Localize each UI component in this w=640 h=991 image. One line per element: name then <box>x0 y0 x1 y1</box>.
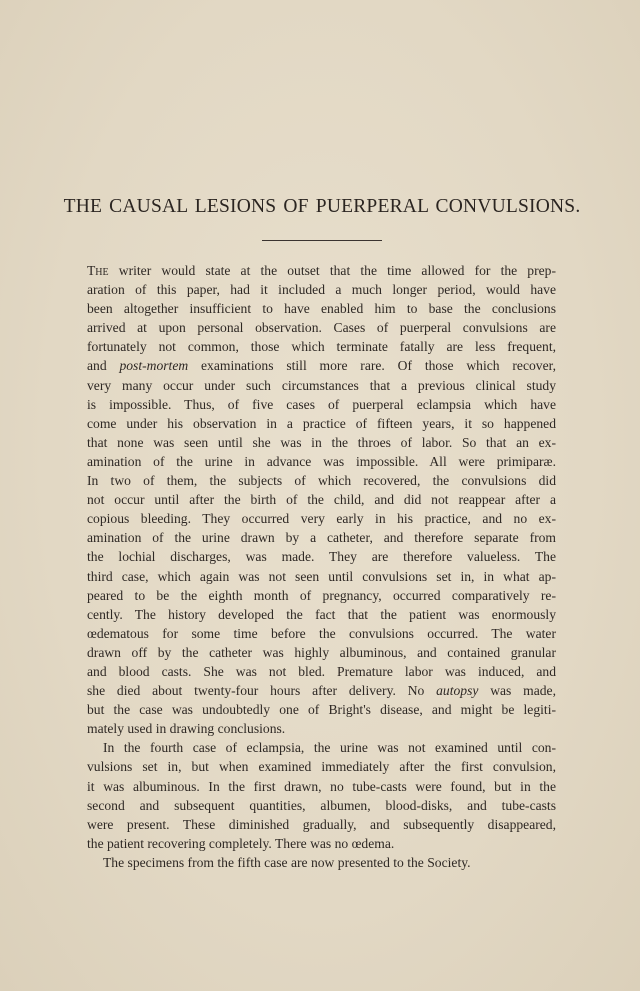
text-line <box>87 433 556 452</box>
text-segment: the patient recovering completely. There was no œdema. <box>87 835 395 851</box>
text-segment: aration of this paper, had it included a much longer period, would have <box>87 282 556 298</box>
body-text <box>87 261 556 872</box>
text-line <box>87 337 556 356</box>
text-line <box>87 719 556 738</box>
text-line <box>87 452 556 471</box>
text-line <box>87 700 556 719</box>
text-segment: fortunately not common, those which terminate fatally are less frequent, <box>87 339 556 355</box>
text-segment: very many occur under such circumstances that a previous clinical study <box>87 377 556 393</box>
text-segment: the lochial discharges, was made. They are therefore valueless. The <box>87 549 556 565</box>
text-line <box>87 796 556 815</box>
text-segment: and blood casts. She was not bled. Premature labor was induced, and <box>87 663 556 679</box>
text-line <box>87 643 556 662</box>
text-line <box>87 662 556 681</box>
text-line <box>87 834 556 853</box>
text-segment: not occur until after the birth of the child, and did not reappear after a <box>87 492 556 508</box>
page-title: THE CAUSAL LESIONS OF PUERPERAL CONVULSIONS. <box>63 196 581 217</box>
text-line <box>87 471 556 490</box>
text-line <box>87 738 556 757</box>
text-segment: In two of them, the subjects of which recovered, the convulsions did <box>87 473 556 489</box>
text-segment: peared to be the eighth month of pregnancy, occurred comparatively re- <box>87 587 556 603</box>
text-segment: arrived at upon personal observation. Cases of puerperal convulsions are <box>87 320 556 336</box>
text-segment: were present. These diminished gradually, and subsequently disappeared, <box>87 816 556 832</box>
text-segment: but the case was undoubtedly one of Bright's disease, and might be legiti- <box>87 702 556 718</box>
text-line <box>87 547 556 566</box>
text-line <box>87 681 556 700</box>
text-segment: œdematous for some time before the convulsions occurred. The water <box>87 625 556 641</box>
text-segment: amination of the urine drawn by a catheter, and therefore separate from <box>87 530 556 546</box>
text-segment: amination of the urine in advance was impossible. All were primiparæ. <box>87 453 556 469</box>
text-segment: writer would state at the outset that the time allowed for the prep- <box>108 263 556 278</box>
text-segment: cently. The history developed the fact that the patient was enormously <box>87 606 556 622</box>
text-line <box>87 376 556 395</box>
text-line <box>87 318 556 337</box>
title-rule-divider <box>262 240 382 241</box>
text-segment: copious bleeding. They occurred very early in his practice, and no ex- <box>87 511 556 527</box>
paragraph <box>87 261 556 738</box>
text-segment: third case, which again was not seen until convulsions set in, in what ap- <box>87 568 556 584</box>
text-line <box>87 280 556 299</box>
text-line <box>87 815 556 834</box>
text-segment: The specimens from the fifth case are now presented to the Society. <box>103 854 471 870</box>
text-segment: it was albuminous. In the first drawn, no tube-casts were found, but in the <box>87 778 556 794</box>
text-segment: examinations still more rare. Of those which recover, <box>188 358 556 374</box>
paragraph <box>87 853 556 872</box>
text-line <box>87 586 556 605</box>
text-segment: was made, <box>478 683 556 699</box>
paragraph <box>87 738 556 853</box>
text-segment: that none was seen until she was in the throes of labor. So that an ex- <box>87 434 556 450</box>
text-segment: and <box>87 358 120 374</box>
text-segment: second and subsequent quantities, albumen, blood-disks, and tube-casts <box>87 797 556 813</box>
text-segment: is impossible. Thus, of five cases of puerperal eclampsia which have <box>87 396 556 412</box>
text-segment: come under his observation in a practice of fifteen years, it so happened <box>87 415 556 431</box>
text-line <box>87 490 556 509</box>
italic-term: post-mortem <box>119 358 189 374</box>
text-line <box>87 567 556 586</box>
text-line <box>87 777 556 796</box>
text-segment: she died about twenty-four hours after delivery. No <box>87 683 437 699</box>
text-segment: vulsions set in, but when examined immediately after the first convulsion, <box>87 759 556 775</box>
text-line <box>87 356 556 375</box>
text-segment: been altogether insufficient to have enabled him to base the conclusions <box>87 301 556 317</box>
text-line <box>87 528 556 547</box>
text-segment: In the fourth case of eclampsia, the urine was not examined until con- <box>103 740 556 756</box>
text-line <box>87 261 556 280</box>
italic-term: autopsy <box>436 683 479 699</box>
text-line <box>87 395 556 414</box>
text-line <box>87 853 556 872</box>
text-line <box>87 299 556 318</box>
text-line <box>87 757 556 776</box>
small-caps-lead: The <box>87 263 109 278</box>
text-segment: drawn off by the catheter was highly albuminous, and contained granular <box>87 644 556 660</box>
text-segment: mately used in drawing conclusions. <box>87 721 286 737</box>
text-line <box>87 624 556 643</box>
text-line <box>87 509 556 528</box>
text-line <box>87 605 556 624</box>
text-line <box>87 414 556 433</box>
